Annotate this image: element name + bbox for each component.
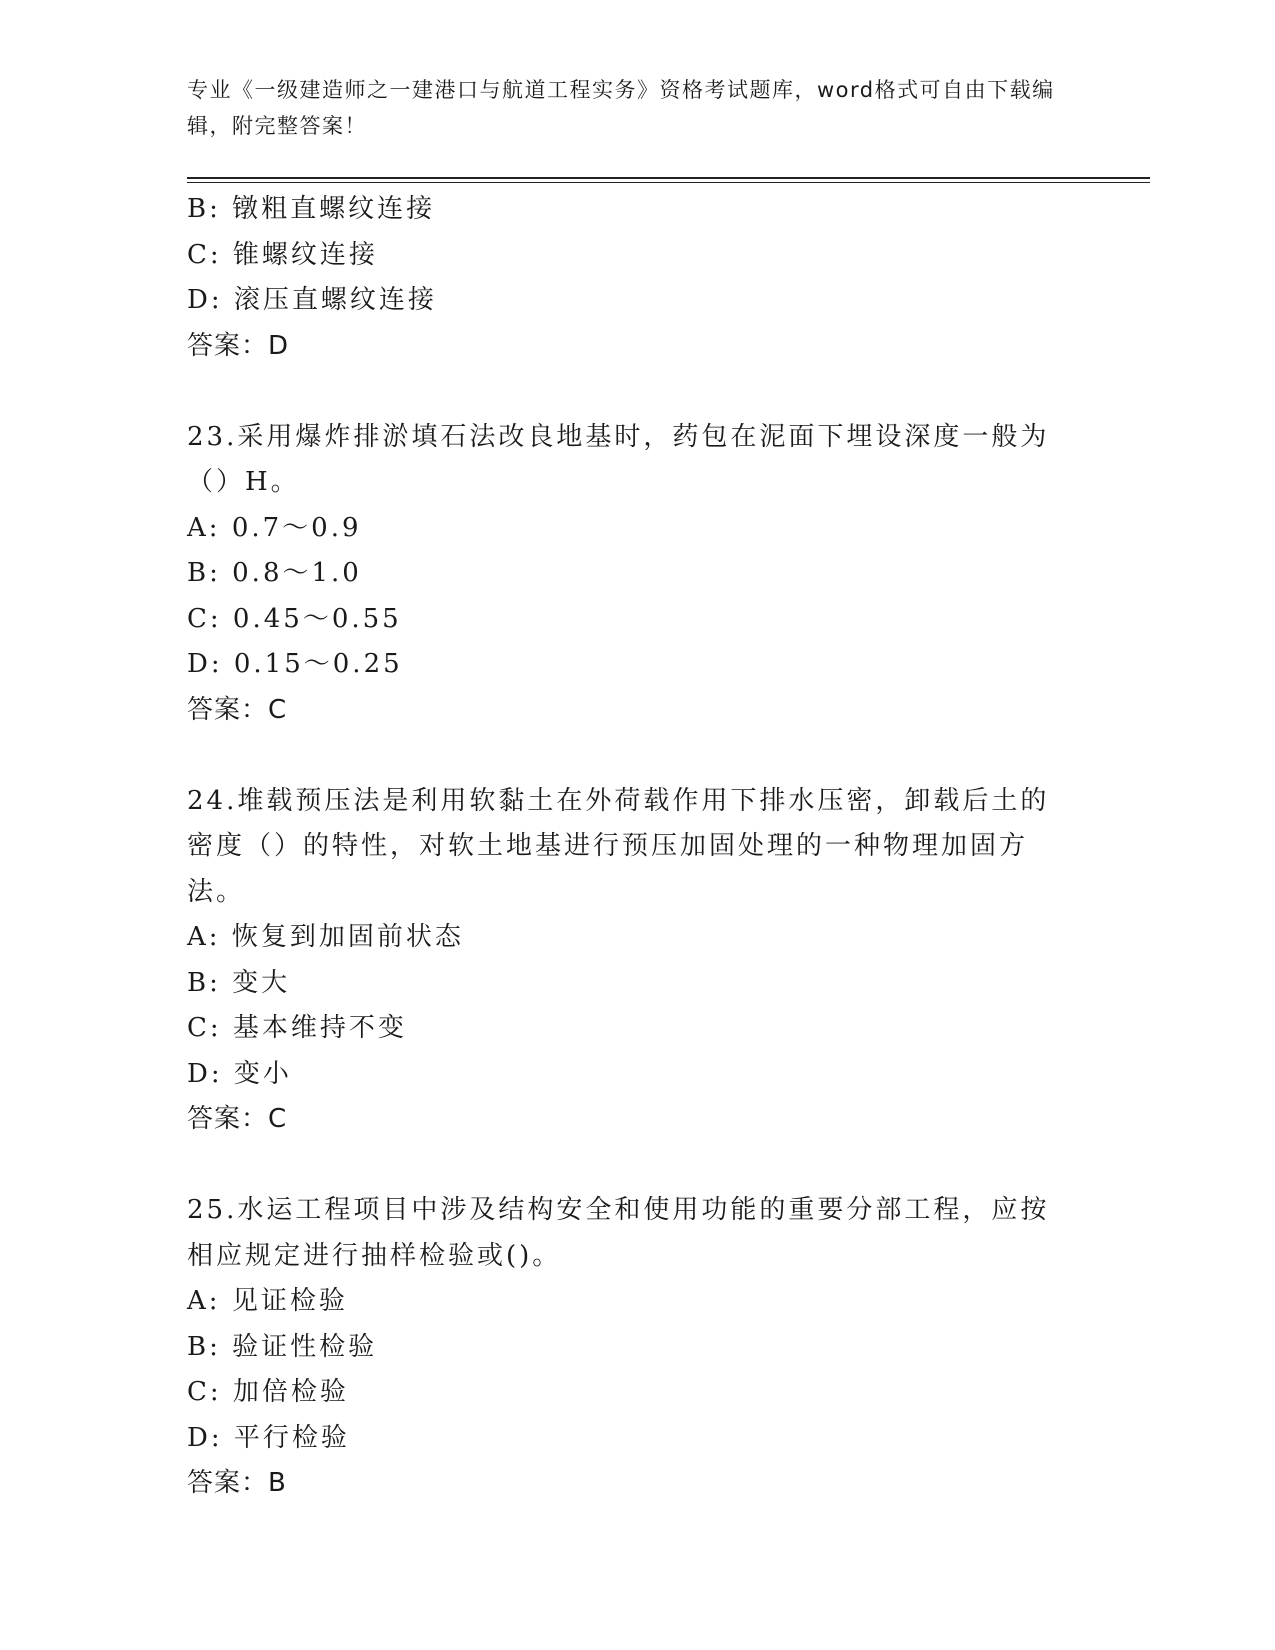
option-d: D: 变小: [187, 1058, 292, 1089]
header-divider-thin: [187, 182, 1150, 183]
question-24: [187, 779, 1087, 1143]
option-b: B: 验证性检验: [187, 1331, 378, 1362]
option-c: C: 基本维持不变: [187, 1013, 407, 1043]
option-d: D: 0.15～0.25: [187, 649, 403, 679]
option-a: A: 0.7～0.9: [187, 512, 362, 543]
question-23: [187, 415, 1087, 734]
answer-line: 答案：C: [187, 1104, 288, 1134]
document-header: 专业《一级建造师之一建港口与航道工程实务》资格考试题库，word格式可自由下载编辑，附完整答案！: [187, 78, 1055, 138]
question-content: [187, 187, 1087, 1507]
question-22-continued: [187, 187, 1087, 369]
answer-line: 答案：C: [187, 694, 288, 725]
option-a: A: 见证检验: [187, 1286, 348, 1316]
option-a: A: 恢复到加固前状态: [187, 922, 464, 952]
question-stem: 23.采用爆炸排淤填石法改良地基时，药包在泥面下埋设深度一般为（）H。: [187, 421, 1050, 497]
option-d: D: 滚压直螺纹连接: [187, 285, 437, 315]
answer-line: 答案：B: [187, 1468, 287, 1498]
question-stem: 24.堆载预压法是利用软黏土在外荷载作用下排水压密，卸载后土的密度（）的特性，对软土地基进行预压加固处理的一种物理加固方法。: [187, 785, 1050, 907]
header-divider-thick: [187, 177, 1150, 179]
option-c: C: 锥螺纹连接: [187, 239, 378, 270]
answer-line: 答案：D: [187, 330, 290, 361]
spacer: [187, 369, 1087, 415]
question-stem: 25.水运工程项目中涉及结构安全和使用功能的重要分部工程，应按相应规定进行抽样检验或()。: [187, 1195, 1050, 1271]
option-c: C: 0.45～0.55: [187, 603, 402, 634]
option-c: C: 加倍检验: [187, 1377, 349, 1407]
spacer: [187, 1143, 1087, 1189]
option-b: B: 0.8～1.0: [187, 558, 362, 588]
question-25: [187, 1188, 1087, 1507]
spacer: [187, 733, 1087, 779]
option-d: D: 平行检验: [187, 1422, 350, 1453]
option-b: B: 镦粗直螺纹连接: [187, 194, 436, 224]
option-b: B: 变大: [187, 967, 291, 998]
